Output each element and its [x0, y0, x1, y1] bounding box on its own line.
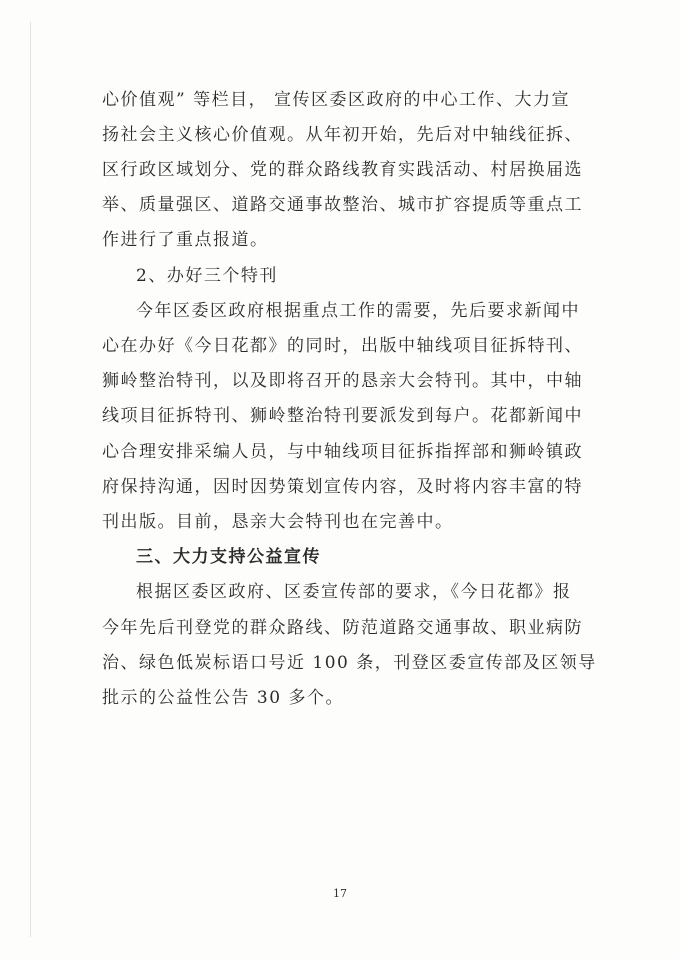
- body-text-line: 心合理安排采编人员，与中轴线项目征拆指挥部和狮岭镇政: [102, 442, 583, 462]
- body-text-line: 扬社会主义核心价值观。从年初开始，先后对中轴线征拆、: [102, 125, 583, 145]
- body-text-line: 刊出版。目前，恳亲大会特刊也在完善中。: [102, 512, 454, 532]
- body-text-line: 治、绿色低炭标语口号近 100 条，刊登区委宣传部及区领导: [102, 653, 597, 673]
- body-text-line: 心在办好《今日花都》的同时，出版中轴线项目征拆特刊、: [102, 336, 583, 356]
- body-text-line: 今年区委区政府根据重点工作的需要，先后要求新闻中: [136, 301, 580, 321]
- body-text-line: 举、质量强区、道路交通事故整治、城市扩容提质等重点工: [102, 195, 583, 215]
- section-subheading: 2、办好三个特刊: [136, 266, 278, 286]
- scan-border: [30, 22, 31, 937]
- page-number: 17: [333, 887, 347, 900]
- body-text-line: 心价值观” 等栏目， 宣传区委区政府的中心工作、大力宣: [102, 90, 570, 110]
- body-text-line: 作进行了重点报道。: [102, 230, 269, 250]
- body-text-line: 区行政区域划分、党的群众路线教育实践活动、村居换届选: [102, 160, 583, 180]
- body-text-line: 线项目征拆特刊、狮岭整治特刊要派发到每户。花都新闻中: [102, 406, 583, 426]
- body-text-line: 根据区委区政府、区委宣传部的要求，《今日花都》报: [136, 582, 572, 602]
- body-text-line: 批示的公益性公告 30 多个。: [102, 688, 344, 708]
- body-text-line: 狮岭整治特刊，以及即将召开的恳亲大会特刊。其中，中轴: [102, 371, 583, 391]
- body-text-line: 今年先后刊登党的群众路线、防范道路交通事故、职业病防: [102, 618, 583, 638]
- section-heading: 三、大力支持公益宣传: [136, 547, 321, 567]
- body-text-line: 府保持沟通，因时因势策划宣传内容，及时将内容丰富的特: [102, 477, 583, 497]
